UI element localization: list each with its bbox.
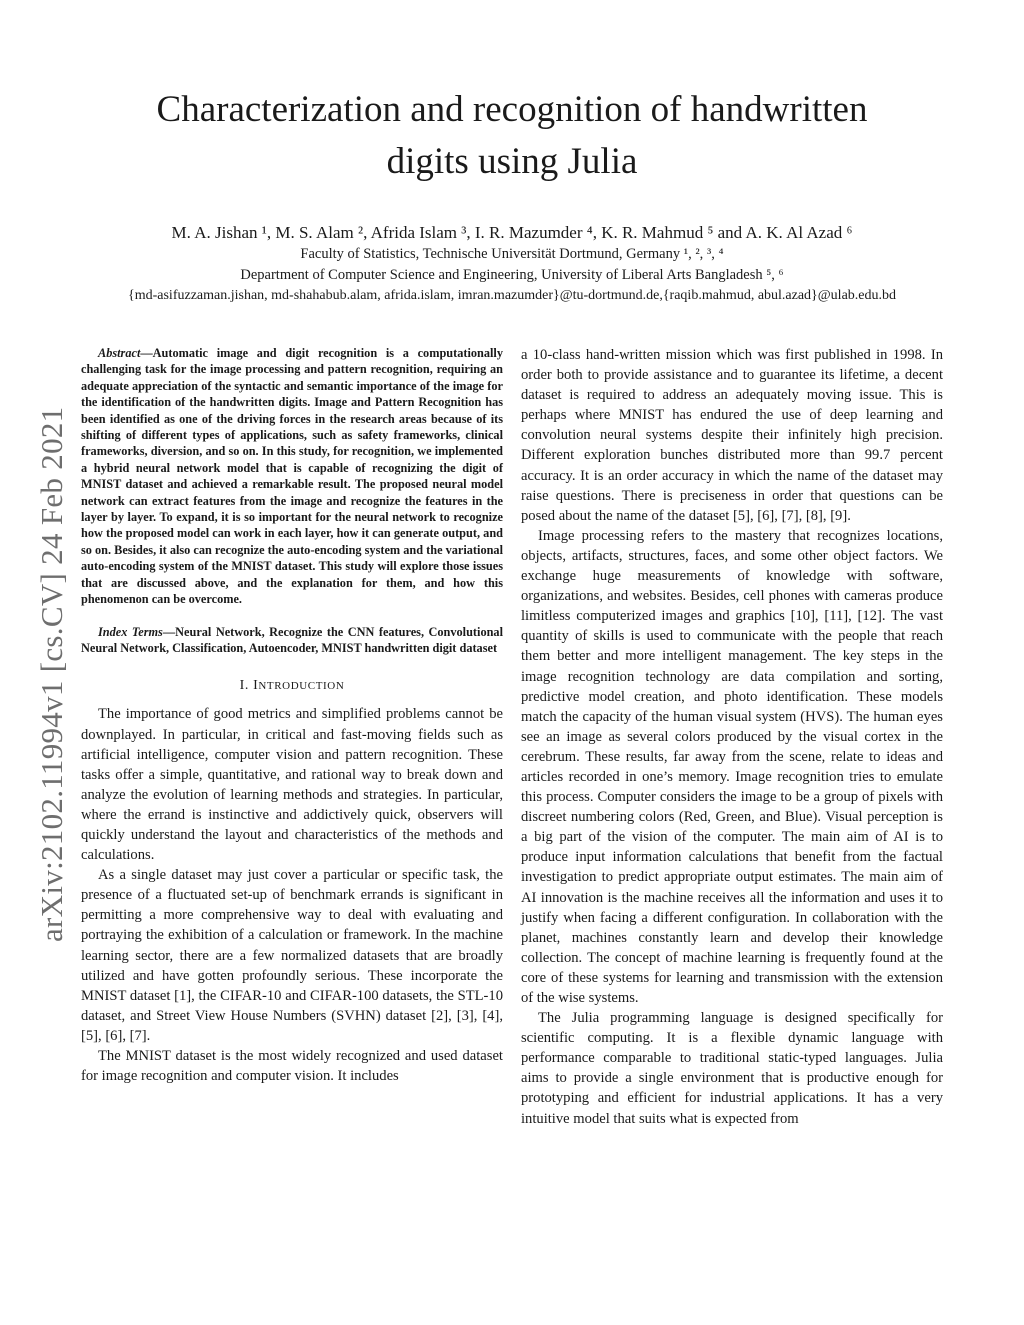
left-paragraph: The MNIST dataset is the most widely recognized and used dataset for image recognition and computer vision. It includes <box>81 1048 503 1085</box>
abstract <box>81 345 503 608</box>
section-first-letter: I <box>253 678 259 694</box>
title-line-2: digits using Julia <box>386 141 638 182</box>
author-emails: {md-asifuzzaman.jishan, md-shahabub.alam, afrida.islam, imran.mazumder}@tu-dortmund.de,{raqib.mahmud, abul.azad}@ulab.edu.bd <box>128 288 896 303</box>
left-paragraph: As a single dataset may just cover a particular or specific task, the presence of a fluctuated set-up of benchmark errands is significant in permitting a more comprehensive way to deal with evaluating and portraying the exhibition of a calculation or framework. In the machine learning sector, there are a few normalized datasets that are broadly utilized and have gotten profoundly serious. These incorporate the MNIST dataset [1], the CIFAR-10 and CIFAR-100 datasets, the STL-10 dataset, and Street View House Numbers (SVHN) dataset [2], [3], [4], [5], [6], [7]. <box>81 867 503 1044</box>
section-title-rest: NTRODUCTION <box>258 680 345 693</box>
right-paragraph: Image processing refers to the mastery that recognizes locations, objects, artifacts, structures, faces, and some other object factors. We exchange huge measurements of knowledge with software, organizations, and websites. Besides, cell phones with cameras produce limitless computerized images and graphics [10], [11], [12]. The vast quantity of skills is used to communicate with the people that reach them better and more intelligent management. The key steps in the image recognition technology are data compilation and sorting, predictive model creation, and photo identification. These models match the capacity of the human visual system (HVS). The human eyes see an image as several colors produced by the visual cortex in the cerebrum. These results, far away from the scene, relate to ideas and articles recorded in one’s memory. Image recognition tries to emulate this process. Computer considers the image to be a group of pixels with discreet numbering colors (Red, Green, and Blue). Visual perception is a big part of the vision of the computer. The main aim of AI is to produce input information calculations that benefit from the factual investigation to predict appropriate output estimates. The main aim of AI innovation is the machine receives all the information and uses it to justify when facing a different configuration. In collaboration with the planet, machines constantly learn and develop their knowledge collection. The concept of machine learning is frequently found at the core of these systems for learning and transmission with the extension of the wise systems. <box>521 527 943 1006</box>
right-paragraph: The Julia programming language is designed specifically for scientific computing. It is a flexible dynamic language with performance comparable to traditional static-typed languages. Julia aims to provide a single environment that is productive enough for prototyping and efficient for industrial applications. It has a very intuitive model that suits what is expected from <box>521 1010 943 1127</box>
left-paragraph: The importance of good metrics and simplified problems cannot be downplayed. In particular, in critical and fast-moving fields such as artificial intelligence, computer vision and pattern recognition. These tasks offer a simple, quantitative, and rational way to break down and analyze the evolution of learning methods and strategies. In particular, where the errand is instinctive and addictively quick, observers will quickly understand the layout and characteristics of the methods and calculations. <box>81 706 503 864</box>
paper-title <box>0 84 1024 188</box>
left-column <box>81 345 503 1086</box>
section-heading-introduction <box>81 676 503 696</box>
arxiv-identifier-stamp: arXiv:2102.11994v1 [cs.CV] 24 Feb 2021 <box>34 406 69 942</box>
affiliation-dortmund: Faculty of Statistics, Technische Universität Dortmund, Germany ¹, ², ³, ⁴ <box>300 246 724 262</box>
affiliation-ulab: Department of Computer Science and Engineering, University of Liberal Arts Bangladesh ⁵, ⁶ <box>240 267 784 283</box>
abstract-label: Abstract <box>98 346 141 360</box>
title-line-1: Characterization and recognition of handwritten <box>156 89 868 130</box>
author-list: M. A. Jishan ¹, M. S. Alam ², Afrida Islam ³, I. R. Mazumder ⁴, K. R. Mahmud ⁵ and A. K. Al Azad ⁶ <box>171 223 853 242</box>
right-column <box>521 345 943 1129</box>
section-number: I. <box>239 678 254 694</box>
index-terms-text: —Neural Network, Recognize the CNN features, Convolutional Neural Network, Classification, Autoencoder, MNIST handwritten digit dataset <box>81 624 504 655</box>
index-terms <box>81 624 503 657</box>
index-terms-label: Index Terms <box>98 624 163 639</box>
abstract-text: —Automatic image and digit recognition is a computationally challenging task for the image processing and pattern recognition, requiring an adequate appreciation of the syntactic and semantic importance of the image for the identification of the handwritten digits. Image and Pattern Recognition has been identified as one of the driving forces in the research areas because of its shifting of different types of applications, such as safety frameworks, clinical frameworks, diversion, and so on. In this study, for recognition, we implemented a hybrid neural network model that is capable of recognizing the digit of MNIST dataset and achieved a remarkable result. The proposed neural model network can extract features from the image and recognize the features in the layer by layer. To expand, it is so important for the neural network to recognize how the proposed model can work in each layer, how it can generate output, and so on. Besides, it also can recognize the auto-encoding system and the variational auto-encoding system of the MNIST dataset. This study will explore those issues that are discussed above, and the explanation for them, and how this phenomenon can be overcome. <box>81 346 503 607</box>
right-paragraph: a 10-class hand-written mission which was first published in 1998. In order both to provide assistance and to guarantee its lifetime, a decent dataset is required to address an adequately moving issue. This is perhaps where MNIST has endured the use of deep learning and convolution neural systems despite their infinitely high precision. Different exploration bunches distributed more than 99.7 percent accuracy. It is an order accuracy in which the name of the dataset may raise questions. There is preciseness in order that questions can be posed about the name of the dataset [5], [6], [7], [8], [9]. <box>521 347 943 524</box>
